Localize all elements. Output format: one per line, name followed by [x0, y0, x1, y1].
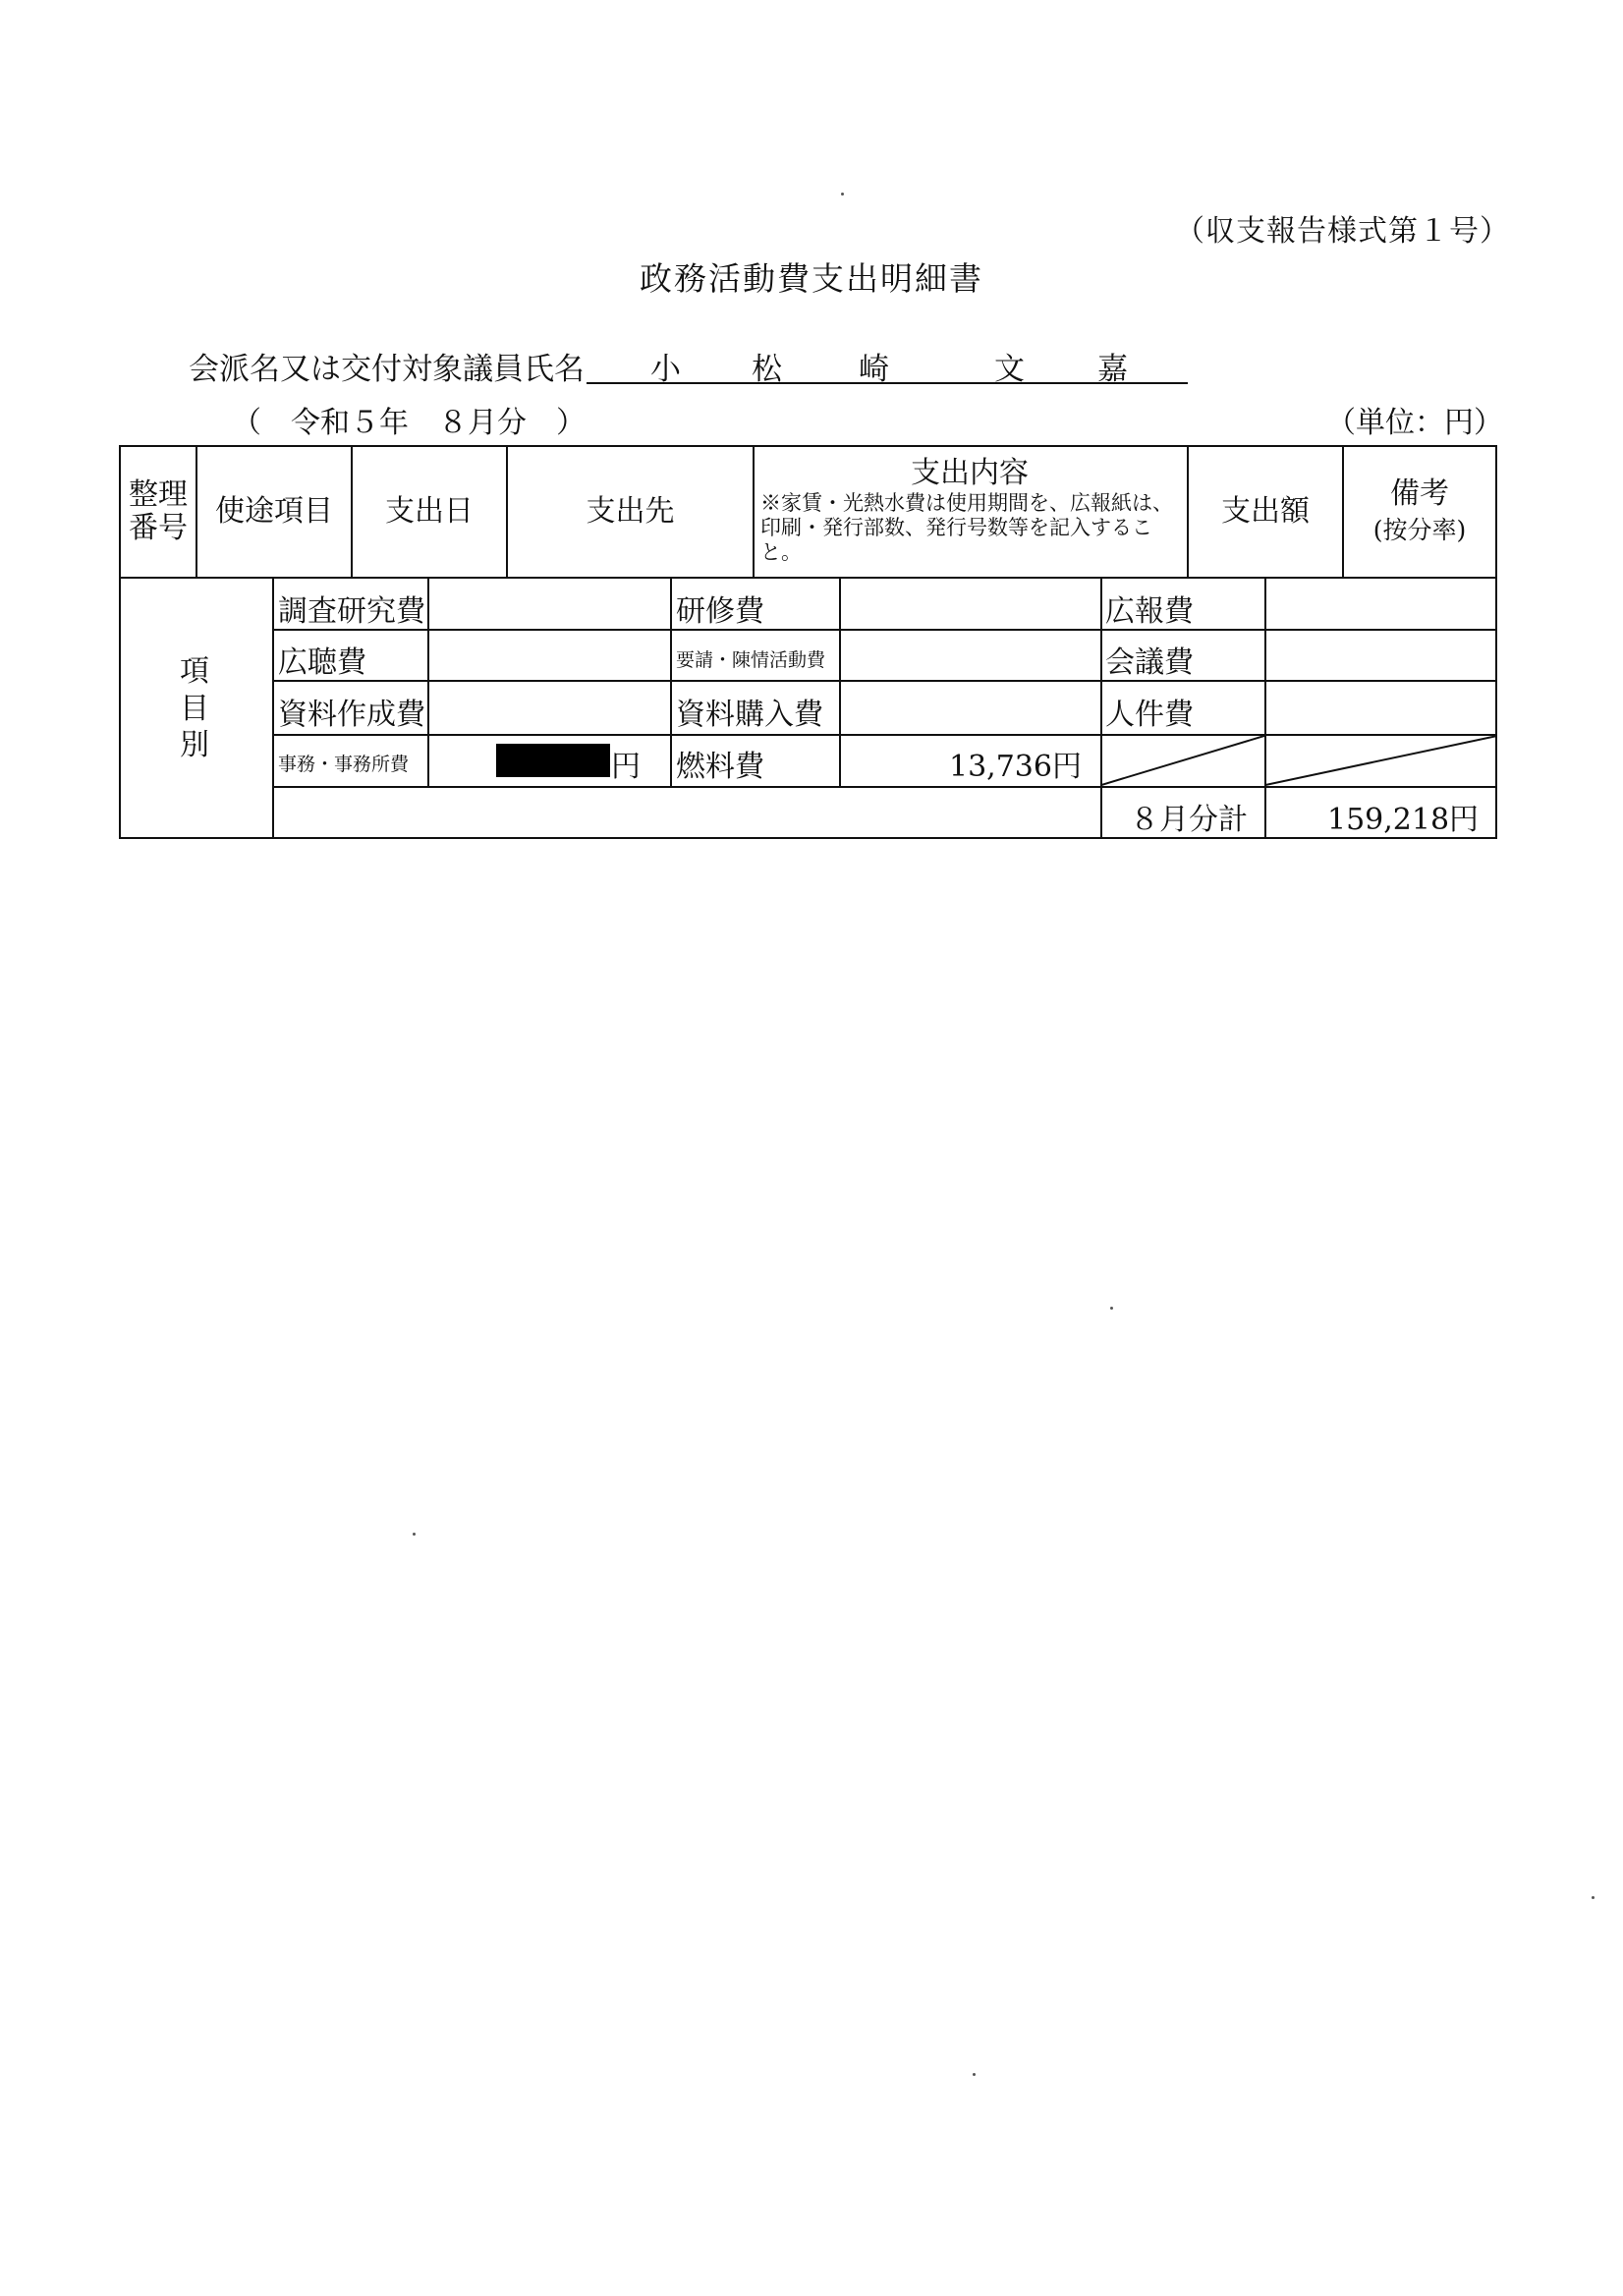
- scan-speck: [413, 1533, 416, 1536]
- name-char-2: 松: [752, 352, 782, 387]
- name-char-3: 崎: [859, 352, 889, 387]
- name-char-5: 嘉: [1097, 352, 1128, 387]
- category-chosa-label: 調査研究費: [278, 594, 425, 629]
- header-shishutsu-gaku: 支出額: [1189, 447, 1344, 577]
- scan-speck: [1110, 1307, 1113, 1310]
- category-jinken-label: 人件費: [1105, 698, 1194, 732]
- period-label: （ 令和５年 ８月分 ）: [232, 406, 586, 440]
- header-naiyo: [755, 447, 1189, 577]
- category-jimu-yen: 円: [611, 750, 641, 784]
- header-shito-komoku: 使途項目: [197, 447, 353, 577]
- col-divider-5: [1264, 579, 1266, 839]
- header-shishutsu-saki: 支出先: [508, 447, 755, 577]
- total-label: ８月分計: [1130, 803, 1248, 837]
- header-biko-sub: (按分率): [1372, 516, 1467, 545]
- slash-line-2: [1265, 736, 1497, 785]
- category-shiryo-sakusei-label: 資料作成費: [278, 698, 425, 732]
- header-biko-title: 備考: [1390, 476, 1449, 511]
- category-side-label: 項 目 別: [180, 654, 209, 762]
- category-table: [119, 579, 1497, 839]
- scan-speck: [1592, 1896, 1595, 1899]
- col-divider-3: [839, 579, 841, 786]
- category-jimu-label: 事務・事務所費: [278, 754, 410, 775]
- category-kenshu-label: 研修費: [676, 594, 764, 629]
- header-shishutsu-bi: 支出日: [353, 447, 508, 577]
- scan-speck: [841, 193, 844, 196]
- category-yosei-label: 要請・陳情活動費: [676, 649, 826, 671]
- row-divider-2: [272, 680, 1497, 682]
- col-divider-1: [427, 579, 429, 786]
- category-kocho-label: 広聴費: [278, 645, 366, 680]
- category-shiryo-konyu-label: 資料購入費: [676, 698, 823, 732]
- redacted-amount: [496, 744, 610, 777]
- name-field-label: 会派名又は交付対象議員氏名: [189, 352, 585, 387]
- total-value: 159,218円: [1327, 803, 1480, 837]
- header-naiyo-note: ※家賃・光熱水費は使用期間を、広報紙は、印刷・発行部数、発行号数等を記入すること。: [760, 490, 1173, 564]
- header-naiyo-title: 支出内容: [911, 456, 1029, 490]
- scan-speck: [973, 2073, 976, 2076]
- row-divider-1: [272, 629, 1497, 631]
- category-kaigi-label: 会議費: [1105, 645, 1194, 680]
- slash-line-1: [1101, 736, 1264, 785]
- form-number-label: （収支報告様式第１号）: [1175, 214, 1510, 249]
- category-nenryo-value: 13,736円: [949, 750, 1082, 784]
- category-koho-label: 広報費: [1105, 594, 1194, 629]
- header-biko: [1344, 447, 1495, 577]
- col-divider-4: [1100, 579, 1102, 839]
- empty-cell-slash-1: [1101, 735, 1264, 786]
- side-column-divider: [272, 579, 274, 839]
- unit-label: （単位：円）: [1326, 406, 1503, 440]
- document-title: 政務活動費支出明細書: [640, 259, 983, 298]
- empty-cell-slash-2: [1265, 735, 1497, 786]
- header-seiri-bango: 整理 番号: [121, 447, 197, 577]
- expense-header-table: [119, 445, 1497, 579]
- row-divider-4: [272, 786, 1497, 788]
- category-nenryo-label: 燃料費: [676, 750, 764, 784]
- name-char-4: 文: [994, 352, 1025, 387]
- col-divider-2: [670, 579, 672, 786]
- name-char-1: 小: [650, 352, 681, 387]
